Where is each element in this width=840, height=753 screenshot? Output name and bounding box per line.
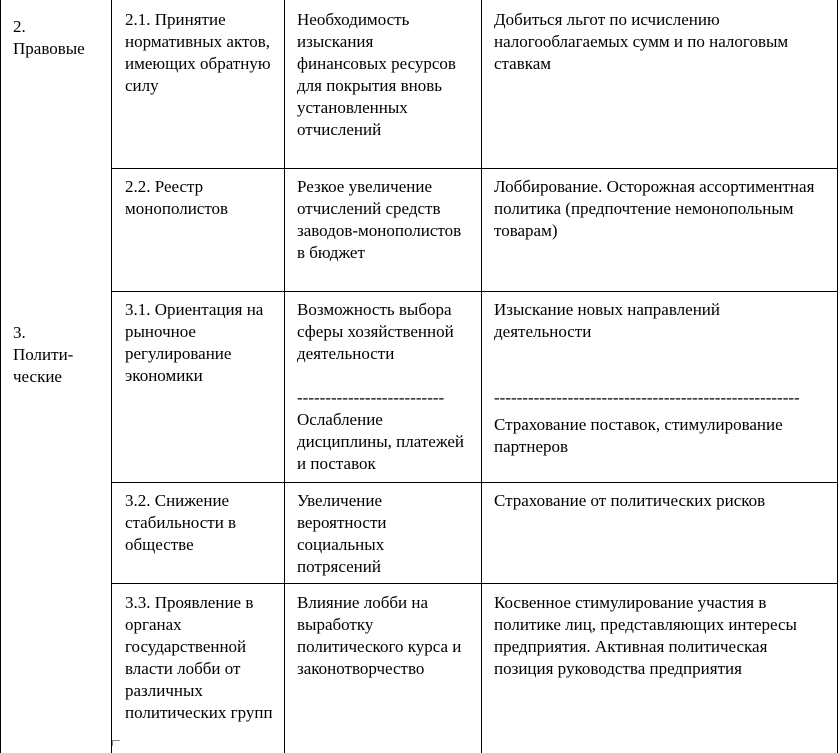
- group-label-political: 3. Полити- ческие: [13, 323, 74, 386]
- table-row-consequence-alt: Ослабление дисциплины, платежей и поставок: [297, 410, 465, 473]
- row-divider-2: [111, 291, 838, 292]
- table-row-measure: Страхование от политических рисков: [494, 491, 766, 510]
- table-row-factor: 3.2. Снижение стабильности в обществе: [125, 491, 237, 554]
- table-row-consequence: Резкое увеличение отчислений средств заводов-монополистов в бюджет: [297, 177, 462, 262]
- table-row-measure: Изыскание новых направлений деятельности: [494, 300, 720, 341]
- table-row-measure: Косвенное стимулирование участия в политике лиц, представляющих интересы предприятия. Активная политическая позиция руководства предприятия: [494, 593, 797, 678]
- table-row-measure-alt: Страхование поставок, стимулирование партнеров: [494, 415, 783, 456]
- table-row-measure: Лоббирование. Осторожная ассортиментная политика (предпочтение немонопольным товарам): [494, 177, 815, 240]
- row-divider-3: [111, 482, 838, 483]
- column-divider-1: [111, 0, 112, 753]
- anchor-mark: [112, 740, 120, 746]
- table-row-measure: Добиться льгот по исчислению налогооблагаемых сумм и по налоговым ставкам: [494, 10, 789, 73]
- table-row-consequence: Влияние лобби на выработку политического курса и законотворчество: [297, 593, 462, 678]
- table-border-left: [0, 0, 1, 753]
- table-row-factor: 3.3. Проявление в органах государственной власти лобби от различных политических групп: [125, 593, 273, 722]
- table-row-consequence: Увеличение вероятности социальных потрясений: [297, 491, 387, 576]
- row-divider-1: [111, 168, 838, 169]
- column-divider-2: [284, 0, 285, 753]
- table-row-factor: 2.2. Реестр монополистов: [125, 177, 229, 218]
- group-label-legal: 2. Правовые: [13, 17, 85, 58]
- table-row-consequence: Возможность выбора сферы хозяйственной деятельности: [297, 300, 454, 363]
- column-divider-3: [481, 0, 482, 753]
- table-row-factor: 3.1. Ориентация на рыночное регулирование экономики: [125, 300, 264, 385]
- table-border-right: [837, 0, 838, 753]
- consequence-separator: --------------------------: [297, 388, 445, 407]
- table-row-factor: 2.1. Принятие нормативных актов, имеющих обратную силу: [125, 10, 271, 95]
- row-divider-4: [111, 583, 838, 584]
- table-row-consequence: Необходимость изыскания финансовых ресурсов для покрытия вновь установленных отчислений: [297, 10, 456, 139]
- measure-separator: ------------------------------------------------------: [494, 388, 800, 407]
